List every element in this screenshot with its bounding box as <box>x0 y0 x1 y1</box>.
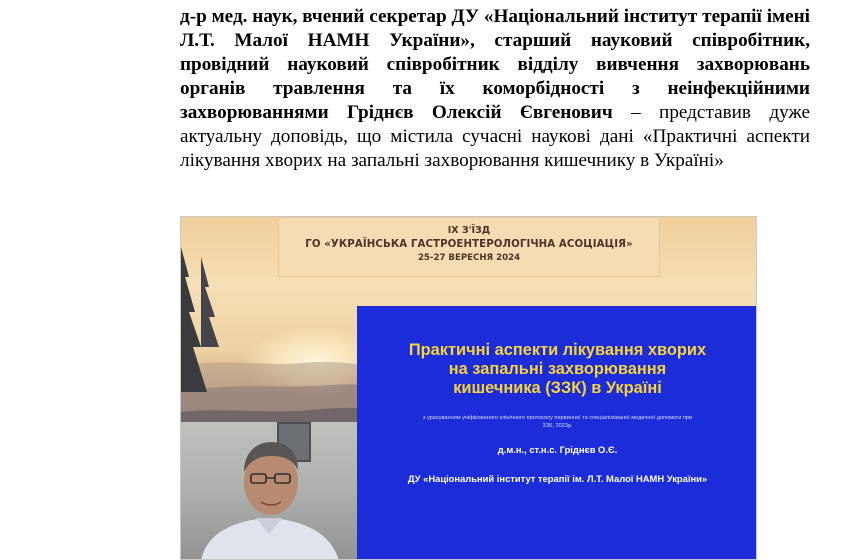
title-slide <box>357 306 757 560</box>
congress-banner <box>278 217 660 277</box>
talk-description: – представив дуже актуальну доповідь, що містила сучасні наукові дані «Практичні аспекти лікування хворих на запальні захворювання кишечнику в Україні» <box>180 102 810 171</box>
slide-subtitle: з урахуванням уніфікованого клінічного протоколу первинної та спеціалізованої медичної допомоги при ЗЗК, 2023р. <box>422 415 693 429</box>
congress-dates: 25-27 ВЕРЕСНЯ 2024 <box>417 253 521 263</box>
slide-title-line-1: Практичні аспекти лікування хворих <box>408 341 707 359</box>
speaker-webcam <box>181 422 357 560</box>
conference-screenshot <box>180 216 757 560</box>
association-name: ГО «УКРАЇНСЬКА ГАСТРОЕНТЕРОЛОГІЧНА АСОЦІАЦІЯ» <box>305 239 633 250</box>
speaker-credentials: д-р мед. наук, вчений секретар ДУ «Національний інститут терапії імені Л.Т. Малої НАМН України», старший науковий співробітник, провідний науковий співробітник відділу вивчення захворювань органів травлення та їх коморбідності з неінфекційними захворюваннями Гріднєв Олексій Євгенович <box>180 6 810 123</box>
speaker-figure <box>181 422 357 560</box>
slide-title-line-3: кишечника (ЗЗК) в Україні <box>453 379 662 397</box>
slide-title-line-2: на запальні захворювання <box>448 360 667 378</box>
body-paragraph <box>180 5 810 173</box>
slide-author: д.м.н., ст.н.с. Гріднєв О.Є. <box>497 444 618 455</box>
congress-number: IX З'ЇЗД <box>447 225 491 236</box>
slide-organization: ДУ «Національний інститут терапії ім. Л.Т. Малої НАМН України» <box>407 473 708 484</box>
slide-title <box>357 341 757 398</box>
